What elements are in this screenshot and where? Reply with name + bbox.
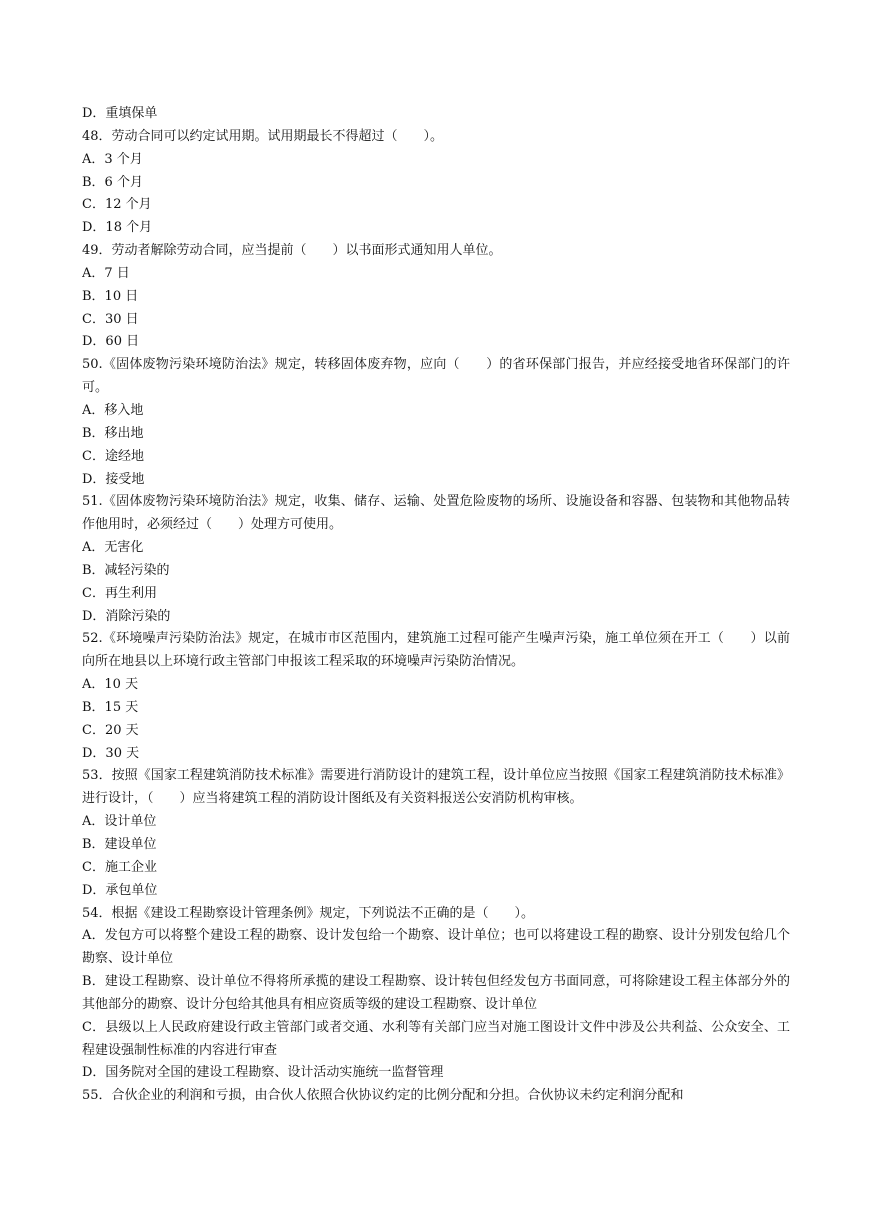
answer-option: C．12 个月 — [82, 197, 152, 213]
answer-option: C．30 日 — [82, 311, 139, 327]
question-text: 55．合伙企业的利润和亏损，由合伙人依照合伙协议约定的比例分配和分担。合伙协议未约定利润分配和 — [82, 1088, 684, 1104]
answer-option: A．设计单位 — [82, 814, 157, 830]
question-text: 53．按照《国家工程建筑消防技术标准》需要进行消防设计的建筑工程，设计单位应当按照《国家工程建筑消防技术标准》进行设计，（ ）应当将建筑工程的消防设计图纸及有关资料报送公安消防机构审核。 — [82, 768, 790, 807]
question-text: 50.《固体废物污染环境防治法》规定，转移固体废弃物，应向（ ）的省环保部门报告，并应经接受地省环保部门的许可。 — [82, 357, 790, 396]
answer-option: B．移出地 — [82, 425, 144, 441]
answer-option: B．减轻污染的 — [82, 562, 170, 578]
answer-option: A．移入地 — [82, 402, 144, 418]
question-text: B．建设工程勘察、设计单位不得将所承揽的建设工程勘察、设计转包但经发包方书面同意，可将除建设工程主体部分外的其他部分的勘察、设计分包给其他具有相应资质等级的建设工程勘察、设计单位 — [82, 974, 790, 1012]
question-text: 52.《环境噪声污染防治法》规定，在城市市区范围内，建筑施工过程可能产生噪声污染，施工单位须在开工（ ）以前向所在地县以上环境行政主管部门申报该工程采取的环境噪声污染防治情况。 — [82, 631, 790, 670]
answer-option: B．建设单位 — [82, 837, 157, 852]
answer-option: D．18 个月 — [82, 220, 153, 236]
question-text: 49．劳动者解除劳动合同，应当提前（ ）以书面形式通知用人单位。 — [82, 243, 502, 259]
answer-option: D．30 天 — [82, 745, 140, 761]
answer-option: A．10 天 — [82, 677, 139, 693]
question-text: 54．根据《建设工程勘察设计管理条例》规定，下列说法不正确的是（ ）。 — [82, 905, 535, 921]
question-text: 48．劳动合同可以约定试用期。试用期最长不得超过（ ）。 — [82, 128, 444, 144]
answer-option: D．国务院对全国的建设工程勘察、设计活动实施统一监督管理 — [82, 1065, 444, 1081]
question-text: C．县级以上人民政府建设行政主管部门或者交通、水利等有关部门应当对施工图设计文件中涉及公共利益、公众安全、工程建设强制性标准的内容进行审查 — [82, 1019, 790, 1058]
answer-option: D．接受地 — [82, 471, 145, 487]
answer-option: C．20 天 — [82, 722, 139, 738]
answer-option: B．10 日 — [82, 288, 139, 304]
answer-option: D．承包单位 — [82, 882, 158, 898]
answer-option: A．无害化 — [82, 540, 144, 556]
answer-option: A．3 个月 — [82, 151, 143, 167]
question-text: A．发包方可以将整个建设工程的勘察、设计发包给一个勘察、设计单位；也可以将建设工程的勘察、设计分别发包给几个勘察、设计单位 — [82, 928, 790, 967]
answer-option: C．再生利用 — [82, 585, 157, 601]
answer-option: D．消除污染的 — [82, 608, 171, 624]
question-text: 51.《固体废物污染环境防治法》规定，收集、储存、运输、处置危险废物的场所、设施设备和容器、包装物和其他物品转作他用时，必须经过（ ）处理方可使用。 — [82, 494, 790, 533]
answer-option: D．重填保单 — [82, 106, 158, 121]
document-page — [82, 103, 790, 1108]
answer-option: B．15 天 — [82, 699, 139, 715]
answer-option: A．7 日 — [82, 265, 130, 281]
answer-option: B．6 个月 — [82, 174, 143, 190]
answer-option: C．途经地 — [82, 448, 144, 464]
answer-option: C．施工企业 — [82, 859, 157, 875]
answer-option: D．60 日 — [82, 334, 140, 350]
